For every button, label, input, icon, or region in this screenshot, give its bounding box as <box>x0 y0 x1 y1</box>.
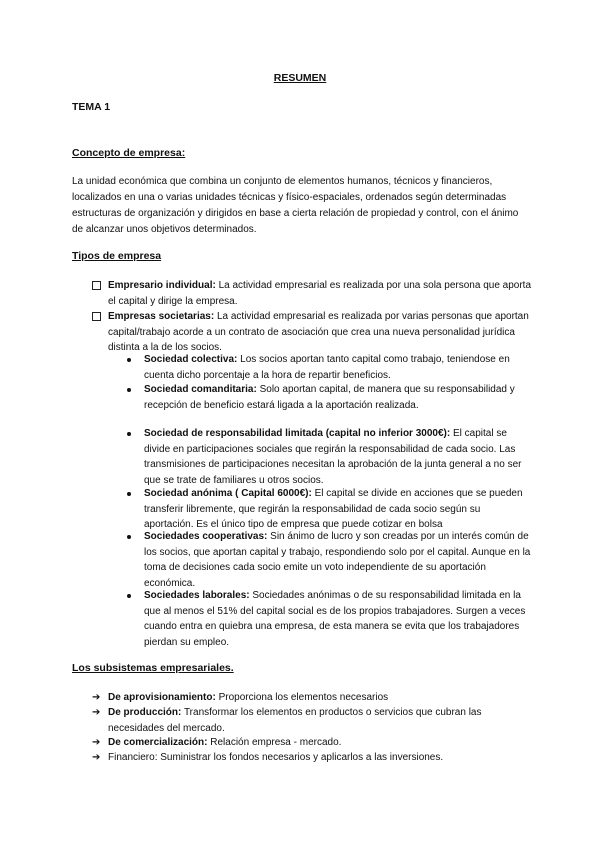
bullet-icon <box>127 535 131 539</box>
concepto-heading: Concepto de empresa: <box>72 147 186 159</box>
sociedad-text: El capital se divide en participaciones sociales que regirán la responsabilidad de cada socio. Las transmisiones de participaciones necesitan la aprobación de la junta general a no ser que se trate de familiares u otros socios. <box>144 428 522 486</box>
sociedad-term: Sociedad anónima ( Capital 6000€): <box>144 488 312 499</box>
bullet-icon <box>127 358 131 362</box>
sociedad-term: Sociedades cooperativas: <box>144 531 268 542</box>
checkbox-icon <box>92 281 101 290</box>
bullet-icon <box>127 594 131 598</box>
sociedad-text: Sin ánimo de lucro y son creadas por un interés común de los socios, que aportan capital y trabajo, respondiendo solo por el capital. Aunque en la toma de decisiones cada socio emite un voto independiente de su aportación económica. <box>144 531 531 589</box>
sociedad-item <box>127 529 532 591</box>
bullet-icon <box>127 432 131 436</box>
tipo-text: La actividad empresarial es realizada por varias personas que aportan capital/trabajo acorde a un contrato de asociación que crea una nueva personalidad jurídica distinta a la de los socios. <box>108 311 529 353</box>
bullet-icon <box>127 492 131 496</box>
subsistemas-heading: Los subsistemas empresariales. <box>72 662 234 674</box>
subsistema-term: De comercialización: <box>108 737 208 748</box>
sociedad-term: Sociedades laborales: <box>144 590 250 601</box>
arrow-icon: ➔ <box>92 737 101 748</box>
sociedad-item <box>127 486 532 533</box>
tipo-item <box>92 278 532 309</box>
tipo-term: Empresas societarias: <box>108 311 215 322</box>
checkbox-icon <box>92 312 101 321</box>
tipo-term: Empresario individual: <box>108 280 216 291</box>
sociedad-text: Los socios aportan tanto capital como trabajo, teniendose en cuenta dicho porcentaje a la hora de repartir beneficios. <box>144 354 510 381</box>
topic-label: TEMA 1 <box>72 101 111 113</box>
sociedad-text: El capital se divide en acciones que se pueden transferir libremente, que regirán la responsabilidad de cada socio según su aportación. Es el único tipo de empresa que puede cotizar en bolsa <box>144 488 523 530</box>
tipo-text: La actividad empresarial es realizada por una sola persona que aporta el capital y dirige la empresa. <box>108 280 532 307</box>
sociedad-item <box>127 382 532 413</box>
arrow-icon: ➔ <box>92 692 101 703</box>
sociedad-item <box>127 352 532 383</box>
subsistema-text: Financiero: Suministrar los fondos necesarios y aplicarlos a las inversiones. <box>108 752 444 763</box>
sociedad-term: Sociedad de responsabilidad limitada (capital no inferior 3000€): <box>144 428 451 439</box>
subsistema-item <box>92 750 532 766</box>
sociedad-text: Solo aportan capital, de manera que su responsabilidad y recepción de beneficio estará ligada a la aportación realizada. <box>144 384 515 411</box>
subsistema-text: Transformar los elementos en productos o servicios que cubran las necesidades del mercado. <box>108 707 482 734</box>
arrow-icon: ➔ <box>92 752 101 763</box>
sociedad-item <box>127 588 532 650</box>
page-title: RESUMEN <box>273 72 327 84</box>
bullet-icon <box>127 388 131 392</box>
concepto-paragraph: La unidad económica que combina un conjunto de elementos humanos, técnicos y financieros, localizados en una o varias unidades técnicas y físico-espaciales, ordenados según determinadas estructuras de organización y dirigidos en base a cierta relación de propiedad y control, con el ánimo de alcanzar unos objetivos determinados. <box>72 176 519 235</box>
sociedad-item <box>127 426 532 488</box>
subsistema-text: Relación empresa - mercado. <box>207 737 342 748</box>
sociedad-term: Sociedad comanditaria: <box>144 384 257 395</box>
tipo-item <box>92 309 532 356</box>
subsistema-text: Proporciona los elementos necesarios <box>215 692 389 703</box>
sociedad-text: Sociedades anónimas o de su responsabilidad limitada en la que al menos el 51% del capital social es de los propios trabajadores. Surgen a veces cuando entra en quiebra una empresa, de esta manera se evita que los trabajadores pierdan su empleo. <box>144 590 526 648</box>
subsistema-item <box>92 735 532 751</box>
subsistema-term: De aprovisionamiento: <box>108 692 216 703</box>
tipos-heading: Tipos de empresa <box>72 250 162 262</box>
sociedad-term: Sociedad colectiva: <box>144 354 238 365</box>
subsistema-item <box>92 705 532 736</box>
arrow-icon: ➔ <box>92 707 101 718</box>
subsistema-item <box>92 690 532 706</box>
subsistema-term: De producción: <box>108 707 182 718</box>
